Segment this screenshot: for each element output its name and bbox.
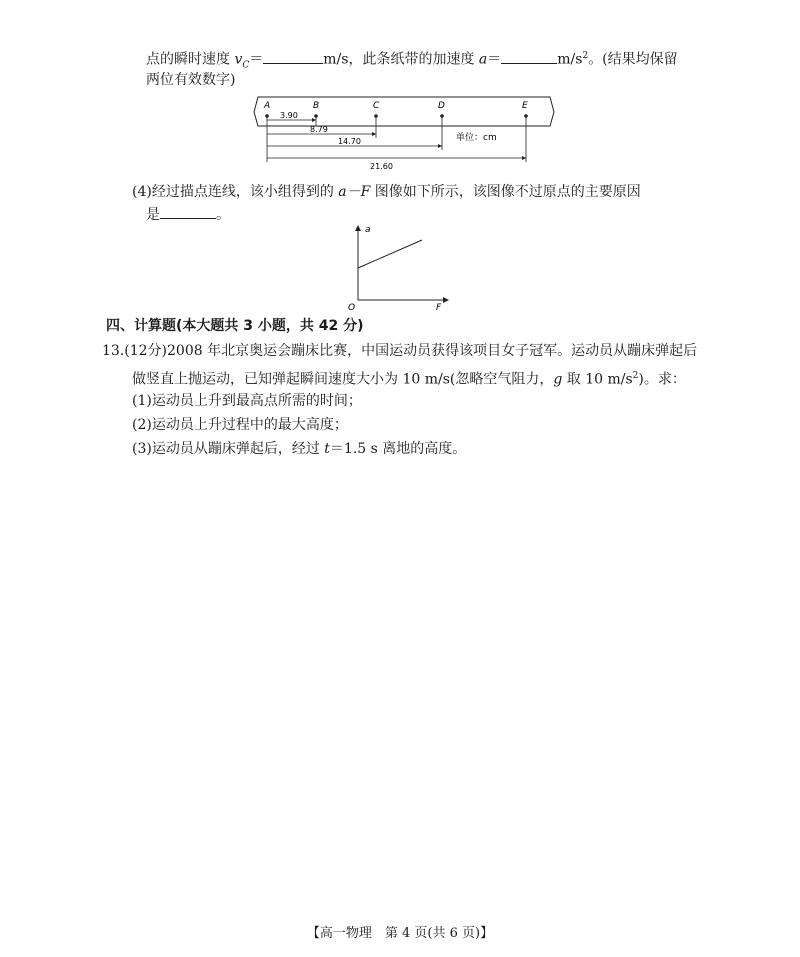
text-segment: (4)经过描点连线，该小组得到的 (132, 184, 339, 200)
tape-outline (254, 97, 554, 126)
text-segment: ＝1.5 s 离地的高度。 (329, 441, 467, 457)
dim-ad-label: 14.70 (338, 137, 361, 146)
text-segment: m/s，此条纸带的加速度 (323, 51, 479, 68)
t-symbol: t (324, 441, 330, 457)
q13-sub3 (132, 439, 466, 459)
text-segment: (3)运动员从蹦床弹起后，经过 (132, 441, 325, 457)
text-segment: 点的瞬时速度 (146, 51, 235, 68)
dim-ae-label: 21.60 (370, 162, 393, 171)
tape-label-c: C (373, 101, 380, 111)
text-segment: 。(结果均保留 (588, 51, 678, 68)
q13-sub2: (2)运动员上升过程中的最大高度； (132, 417, 348, 433)
graph-origin-label: O (348, 303, 356, 312)
a-f-graph (346, 222, 456, 312)
q12-part4-line1 (132, 182, 641, 202)
tape-label-a: A (264, 101, 271, 111)
tape-label-b: B (313, 101, 320, 111)
q13-line2 (132, 366, 686, 390)
text-segment: )。求： (638, 371, 686, 388)
graph-x-label: F (436, 303, 442, 312)
q12-part4-line2 (146, 204, 230, 225)
a-symbol: a (478, 51, 488, 68)
text-segment: 做竖直上抛运动，已知弹起瞬间速度大小为 10 m/s(忽略空气阻力， (132, 371, 554, 388)
tape-unit-label: 单位：cm (456, 133, 497, 143)
graph-line (358, 240, 422, 268)
answer-blank-a[interactable] (501, 49, 557, 64)
graph-y-label: a (365, 225, 371, 235)
text-segment: ＝ (487, 51, 502, 68)
q13-sub1: (1)运动员上升到最高点所需的时间； (132, 393, 362, 409)
tape-label-e: E (522, 101, 528, 111)
tape-label-d: D (438, 101, 445, 111)
vc-symbol: v (234, 51, 243, 68)
text-segment: 取 10 m/s (562, 371, 633, 388)
text-segment: ＝ (249, 51, 264, 68)
vc-subscript: C (242, 60, 250, 71)
text-segment: 图像如下所示，该图像不过原点的主要原因 (370, 184, 641, 200)
q12-line2: 两位有效数字) (146, 72, 236, 88)
g-symbol: g (553, 371, 563, 388)
superscript: 2 (582, 51, 589, 61)
paper-tape-diagram (238, 94, 558, 174)
dim-ac-label: 8.79 (310, 125, 328, 134)
superscript: 2 (632, 371, 639, 381)
text-segment: m/s (557, 51, 583, 68)
text-segment: 。 (216, 207, 230, 223)
text-segment: 是 (146, 207, 160, 223)
a-f-symbol: a－F (338, 184, 371, 200)
answer-blank-vc[interactable] (263, 49, 323, 64)
answer-blank-reason[interactable] (160, 204, 216, 219)
page-footer: 【高一物理 第 4 页(共 6 页)】 (306, 926, 494, 941)
dim-ab-label: 3.90 (280, 111, 298, 120)
q13-line1: 13.(12分)2008 年北京奥运会蹦床比赛，中国运动员获得该项目女子冠军。运动员从蹦床弹起后 (102, 343, 698, 359)
section-heading: 四、计算题(本大题共 3 小题，共 42 分) (106, 318, 364, 334)
